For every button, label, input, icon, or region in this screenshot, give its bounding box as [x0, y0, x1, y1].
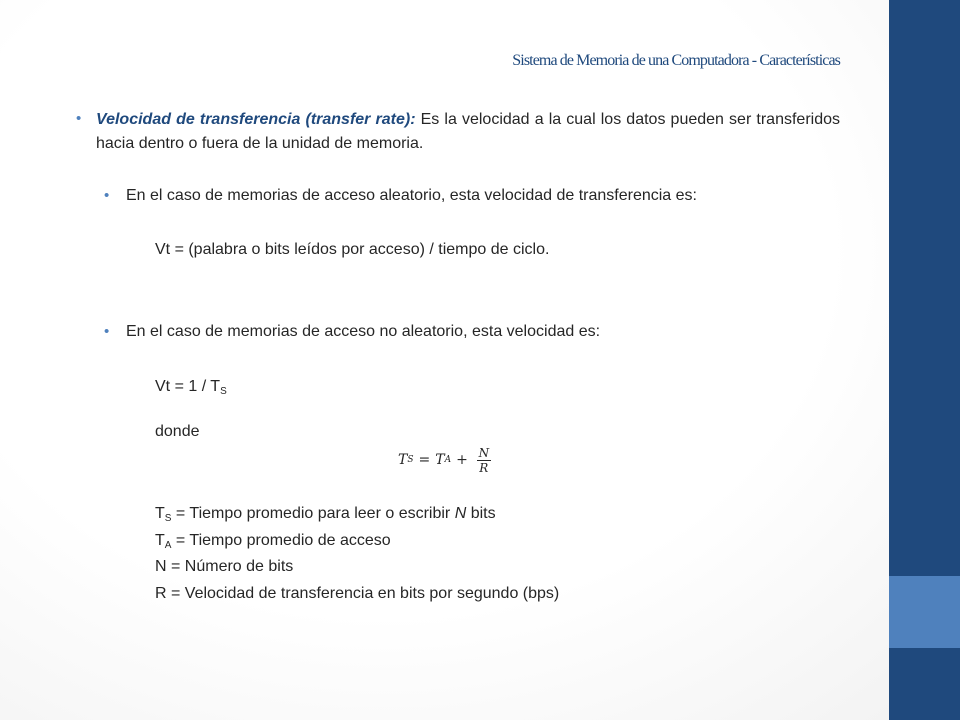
formula-vt-sub: S [220, 386, 227, 397]
bullet-icon: • [76, 110, 82, 127]
eq-numerator: N [478, 445, 490, 460]
def-ta-sub: A [164, 540, 172, 551]
def-ta [155, 530, 391, 557]
def-ts-symbol: T [155, 505, 165, 522]
def-n: N = Número de bits [155, 558, 294, 575]
bullet-icon: • [104, 187, 110, 204]
def-ts-post: bits [466, 505, 496, 522]
slide-title: Sistema de Memoria de una Computadora - Características [512, 52, 840, 69]
bullet-icon: • [104, 323, 110, 340]
formula-vt-lhs: Vt = 1 / T [155, 378, 221, 395]
equation-ts [398, 440, 491, 480]
eq-ts-sub: S [407, 455, 414, 465]
def-ts-pre: = Tiempo promedio para leer o escribir [171, 505, 455, 522]
eq-ts: T [398, 452, 408, 468]
def-ts [155, 503, 496, 530]
eq-plus: + [456, 452, 468, 468]
eq-ta: T [435, 452, 445, 468]
donde-label: donde [155, 423, 200, 440]
formula-non-random-access [155, 376, 227, 403]
formula-random-access: Vt = (palabra o bits leídos por acceso) / tiempo de ciclo. [155, 241, 550, 258]
def-ts-var: N [454, 505, 467, 522]
def-r: R = Velocidad de transferencia en bits por segundo (bps) [155, 585, 560, 602]
eq-fraction [477, 446, 491, 475]
bullet-random-access: En el caso de memorias de acceso aleatorio, esta velocidad de transferencia es: [126, 187, 697, 204]
def-ta-symbol: T [155, 532, 165, 549]
term-definition: Es la velocidad a la cual los datos pueden ser transferidos hacia dentro o fuera de la unidad de memoria. [96, 111, 840, 152]
eq-ta-sub: A [444, 455, 452, 465]
bullet-non-random-access: En el caso de memorias de acceso no aleatorio, esta velocidad es: [126, 323, 601, 340]
term-separator: : [410, 111, 416, 128]
eq-denominator: R [479, 460, 489, 475]
term-transfer-rate: Velocidad de transferencia (transfer rate) [96, 111, 411, 128]
bullet-transfer-rate [96, 108, 840, 156]
sidebar-accent-block [889, 576, 960, 648]
eq-equals: = [418, 452, 431, 468]
def-ts-sub: S [164, 513, 172, 524]
def-ta-text: = Tiempo promedio de acceso [171, 532, 391, 549]
